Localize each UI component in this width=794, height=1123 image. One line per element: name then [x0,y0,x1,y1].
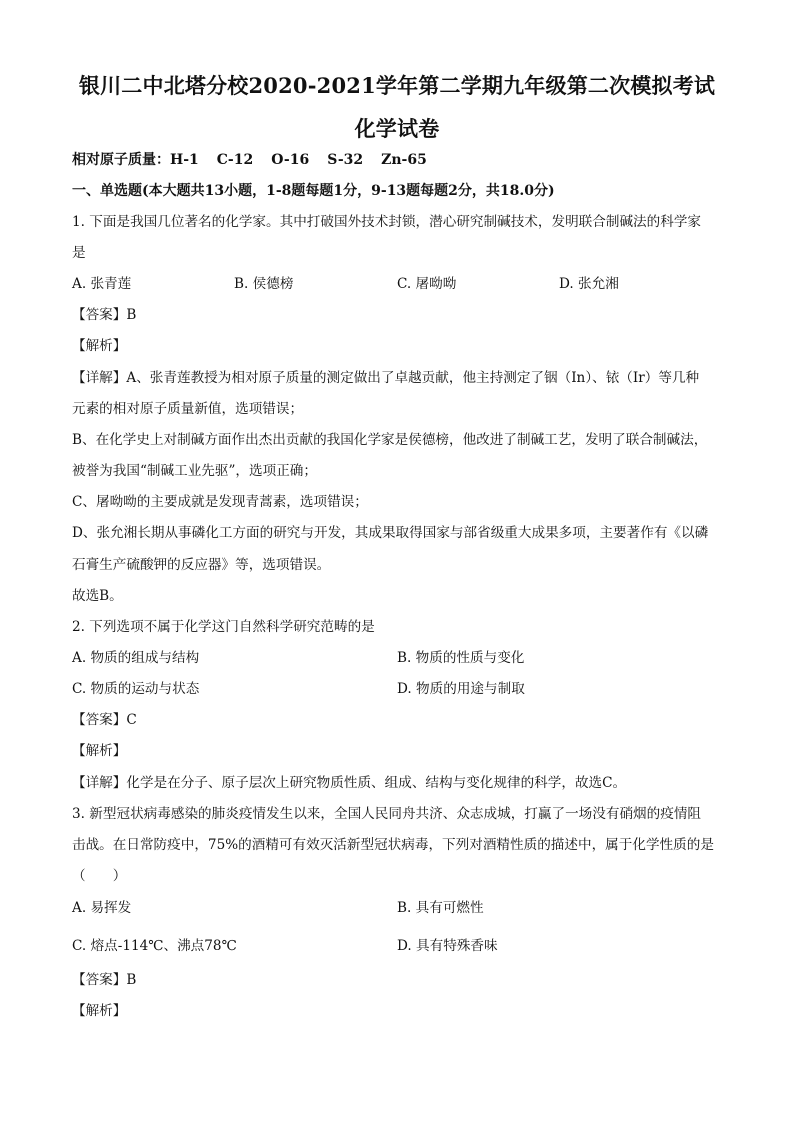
q1-detail-line: 【详解】A、张青莲教授为相对原子质量的测定做出了卓越贡献，他主持测定了铟（In）、铱（Ir）等几种 [72,370,700,386]
q1-detail-line: 元素的相对原子质量新值，选项错误； [72,401,304,417]
q3-analysis-label: 【解析】 [72,1003,127,1019]
q3-stem-line1: 3. 新型冠状病毒感染的肺炎疫情发生以来，全国人民同舟共济、众志成城，打赢了一场没有硝烟的疫情阻 [72,806,702,822]
q3-option-c: C. 熔点-114℃、沸点78℃ [72,938,237,954]
q1-option-d: D. 张允湘 [559,276,619,292]
q2-option-a: A. 物质的组成与结构 [72,650,200,666]
q1-option-c: C. 屠呦呦 [397,276,457,292]
q1-stem-line2: 是 [72,245,86,261]
q1-analysis-label: 【解析】 [72,338,127,354]
q3-option-a: A. 易挥发 [72,900,132,916]
section-heading: 一、单选题(本大题共13小题，1-8题每题1分，9-13题每题2分，共18.0分) [72,183,555,199]
atomic-mass-label: 相对原子质量： [72,152,170,168]
q3-option-d: D. 具有特殊香味 [397,938,498,954]
q3-option-b: B. 具有可燃性 [397,900,484,916]
atomic-mass-o: O-16 [271,152,310,168]
q1-detail-line: D、张允湘长期从事磷化工方面的研究与开发，其成果取得国家与部省级重大成果多项，主要著作有《以磷 [72,525,709,541]
q1-detail-line: C、屠呦呦的主要成就是发现青蒿素，选项错误； [72,494,368,510]
q1-option-b: B. 侯德榜 [234,276,294,292]
q1-option-a: A. 张青莲 [72,276,132,292]
atomic-mass-line [72,150,722,170]
q2-analysis-label: 【解析】 [72,743,127,759]
q2-answer: 【答案】C [72,712,137,728]
q3-stem-line3: （ ） [72,868,127,884]
exam-title: 银川二中北塔分校2020-2021学年第二学期九年级第二次模拟考试 [78,73,716,98]
atomic-mass-c: C-12 [216,152,254,168]
q2-option-b: B. 物质的性质与变化 [397,650,525,666]
q1-answer: 【答案】B [72,307,137,323]
q1-detail-line: 被誉为我国“制碱工业先驱”，选项正确； [72,463,317,479]
q1-stem-line1: 1. 下面是我国几位著名的化学家。其中打破国外技术封锁，潜心研究制碱技术，发明联合制碱法的科学家 [72,214,702,230]
q2-option-d: D. 物质的用途与制取 [397,681,525,697]
q3-stem-line2: 击战。在日常防疫中，75%的酒精可有效灭活新型冠状病毒，下列对酒精性质的描述中，属于化学性质的是 [72,837,714,853]
q1-detail-line: 石膏生产硫酸钾的反应器》等，选项错误。 [72,557,331,573]
atomic-mass-zn: Zn-65 [381,152,427,168]
q2-option-c: C. 物质的运动与状态 [72,681,200,697]
q1-conclusion: 故选B。 [72,588,123,604]
q3-answer: 【答案】B [72,972,137,988]
q2-stem: 2. 下列选项不属于化学这门自然科学研究范畴的是 [72,619,375,635]
atomic-mass-h: H-1 [170,152,199,168]
exam-subtitle: 化学试卷 [354,116,440,141]
q1-detail-line: B、在化学史上对制碱方面作出杰出贡献的我国化学家是侯德榜，他改进了制碱工艺，发明了联合制碱法， [72,432,708,448]
q2-detail: 【详解】化学是在分子、原子层次上研究物质性质、组成、结构与变化规律的科学，故选C。 [72,775,627,791]
atomic-mass-s: S-32 [327,152,364,168]
